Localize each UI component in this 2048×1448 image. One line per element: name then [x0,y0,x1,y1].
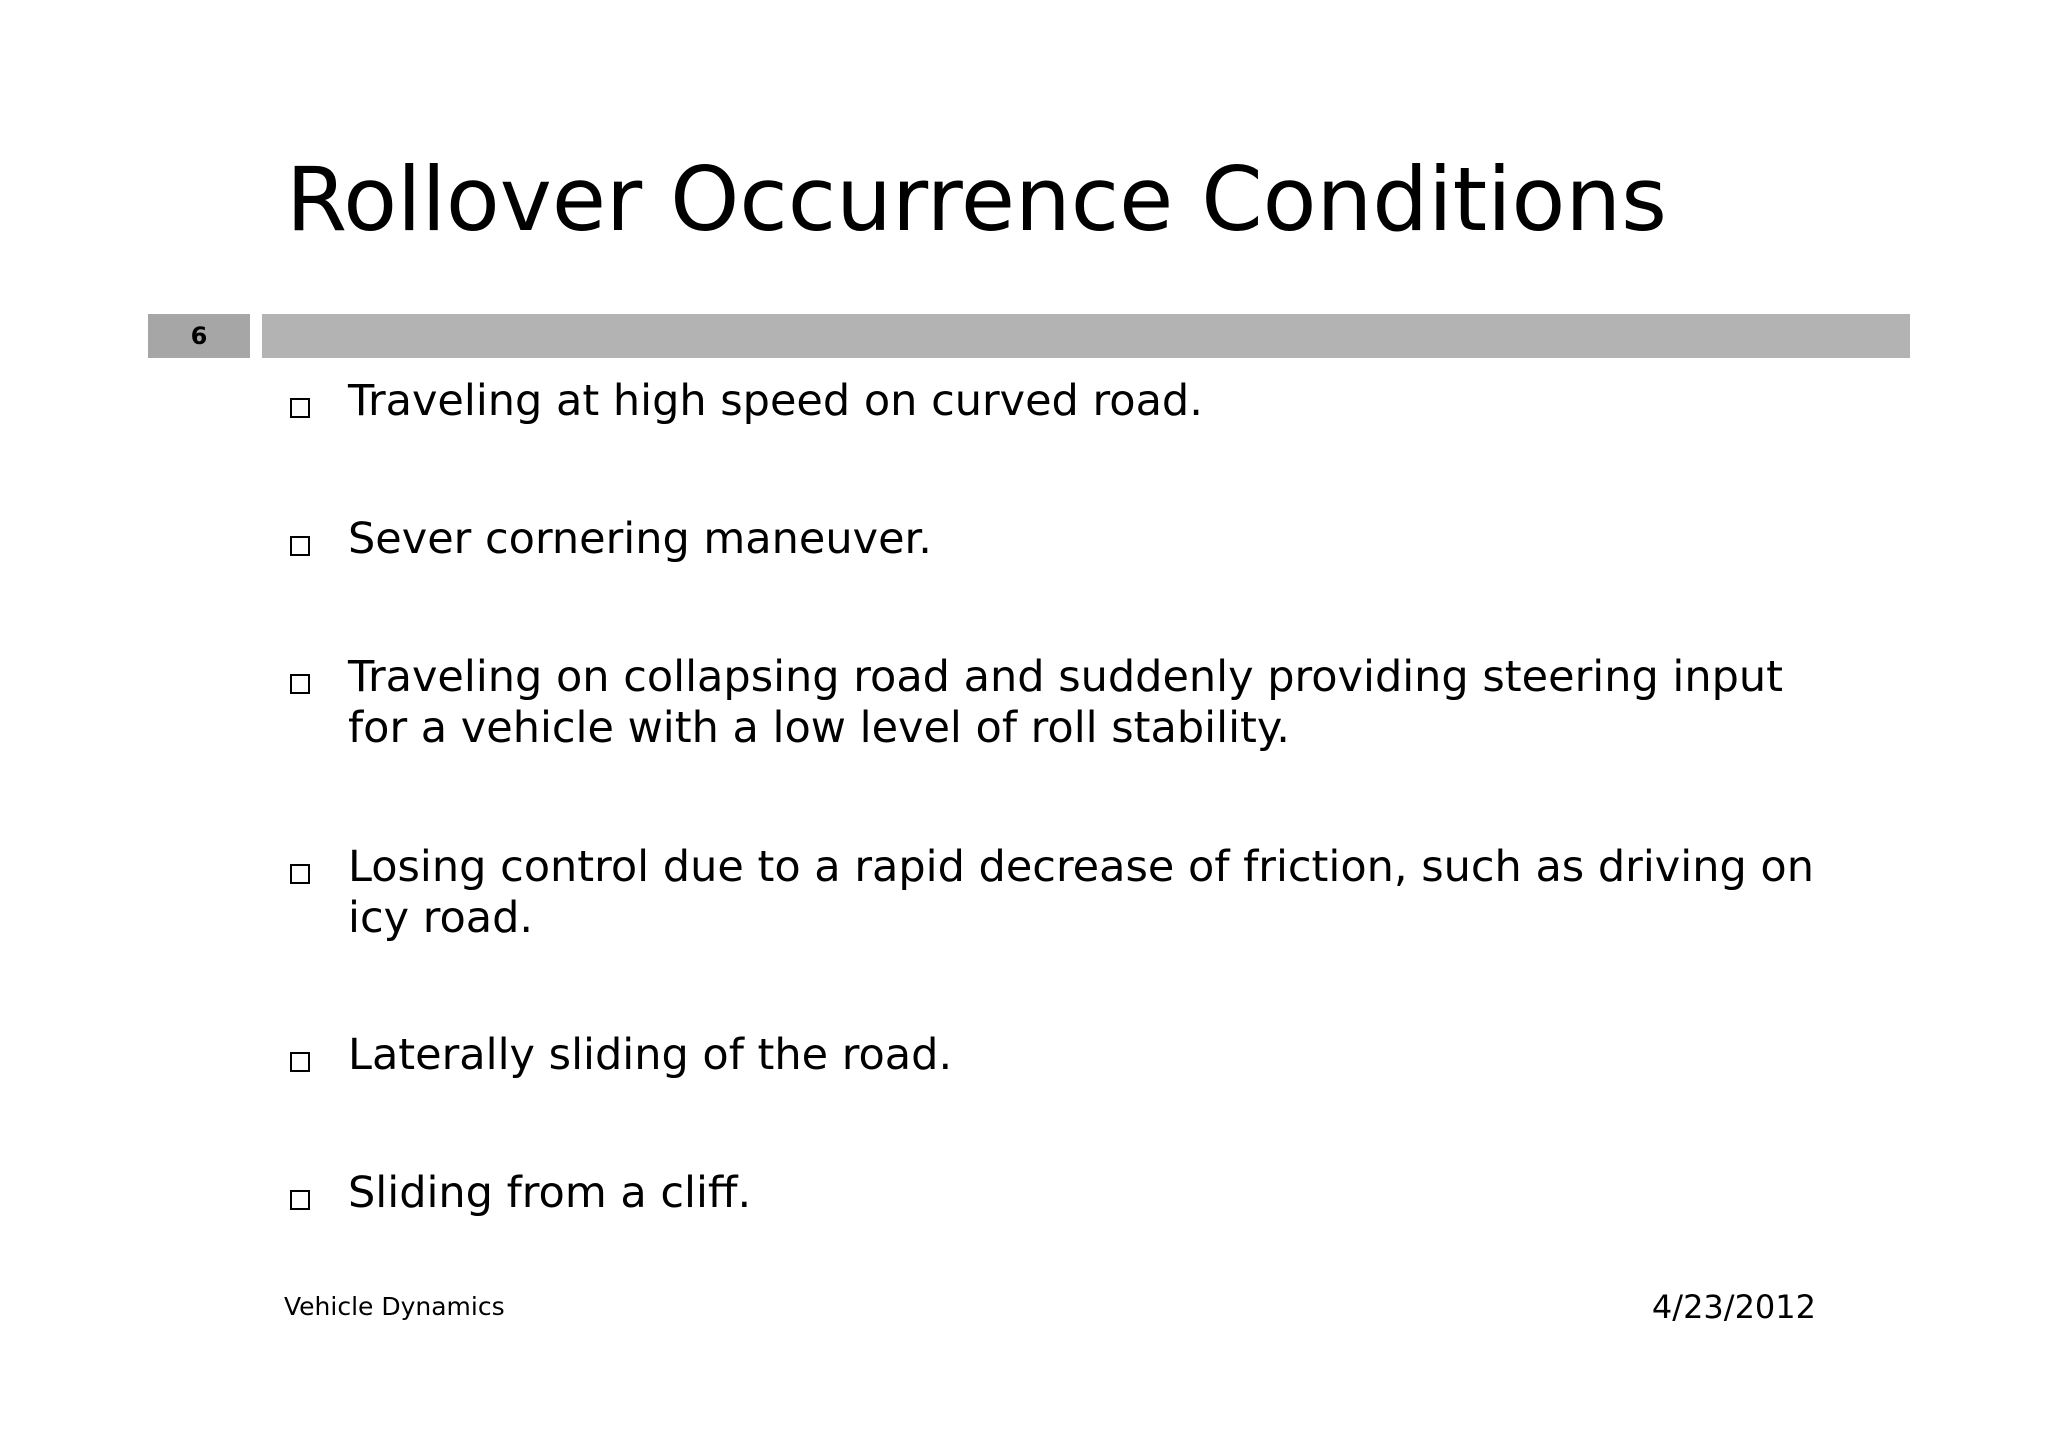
list-item [286,514,1846,565]
list-item [286,1168,1846,1219]
square-bullet-icon [290,1190,310,1210]
square-bullet-icon [290,398,310,418]
bullet-text: Sliding from a cliff. [348,1168,752,1218]
bullet-text: Traveling at high speed on curved road. [348,376,1203,426]
square-bullet-icon [290,674,310,694]
bullet-text: Traveling on collapsing road and suddenly providing steering input for a vehicle with a low level of roll stability. [348,652,1784,753]
list-item [286,652,1846,754]
bullet-text: Laterally sliding of the road. [348,1030,953,1080]
footer-course-name: Vehicle Dynamics [284,1292,505,1321]
slide-title: Rollover Occurrence Conditions [286,148,1668,251]
list-item [286,1030,1846,1081]
bullet-text: Sever cornering maneuver. [348,514,932,564]
slide-number: 6 [190,322,208,350]
list-item [286,842,1846,944]
slide-number-badge [148,314,250,358]
square-bullet-icon [290,1052,310,1072]
square-bullet-icon [290,864,310,884]
bullet-text: Losing control due to a rapid decrease of friction, such as driving on icy road. [348,842,1814,943]
footer-date: 4/23/2012 [1651,1288,1816,1326]
title-divider-bar [262,314,1910,358]
square-bullet-icon [290,536,310,556]
list-item [286,376,1846,427]
